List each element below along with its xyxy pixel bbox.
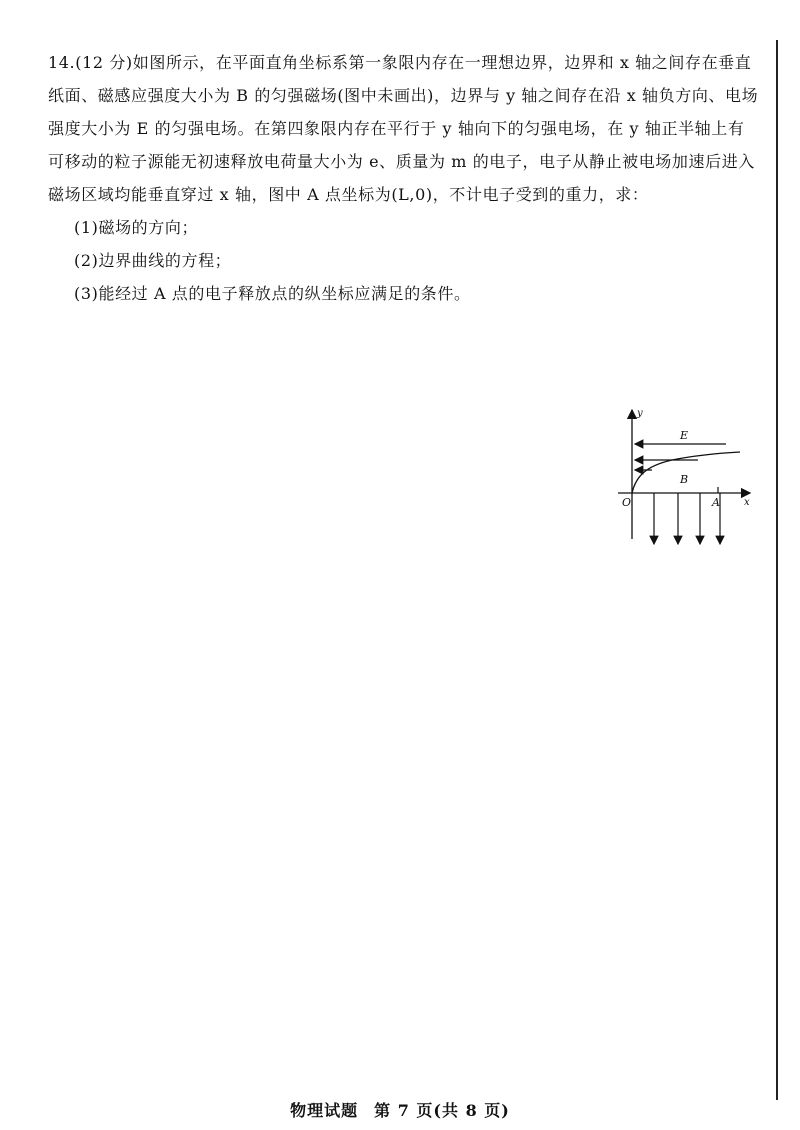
question-1: (1)磁场的方向； (74, 218, 199, 237)
problem-14 (48, 46, 760, 310)
problem-number: 14. (48, 53, 76, 72)
page-margin-rule (776, 40, 778, 1100)
footer-page: 第 7 页(共 8 页) (374, 1101, 510, 1120)
problem-score: (12 分) (75, 53, 133, 72)
x-axis-label: x (744, 497, 750, 508)
footer-subject: 物理试题 (290, 1101, 359, 1120)
question-3: (3)能经过 A 点的电子释放点的纵坐标应满足的条件。 (74, 284, 471, 303)
question-2: (2)边界曲线的方程； (74, 251, 232, 270)
problem-text: 如图所示，在平面直角坐标系第一象限内存在一理想边界，边界和 x 轴之间存在垂直纸面、磁感应强度大小为 B 的匀强磁场(图中未画出)，边界与 y 轴之间存在沿 x 轴负方向、电场强度大小为 E 的匀强电场。在第四象限内存在平行于 y 轴向下的匀强电场，在 y 轴正半轴上有可移动的粒子源能无初速释放电荷量大小为 e、质量为 m 的电子，电子从静止被电场加速后进入磁场区域均能垂直穿过 x 轴，图中 A 点坐标为(L,0)，不计电子受到的重力，求： (48, 53, 759, 204)
point-a-label: A (712, 496, 720, 509)
e-field-label: E (680, 429, 689, 442)
problem-stem (48, 46, 760, 211)
page-footer (0, 1098, 800, 1121)
field-diagram (602, 404, 762, 554)
b-field-label: B (680, 473, 689, 486)
y-axis-label: y (637, 408, 643, 419)
origin-label: O (622, 496, 632, 509)
